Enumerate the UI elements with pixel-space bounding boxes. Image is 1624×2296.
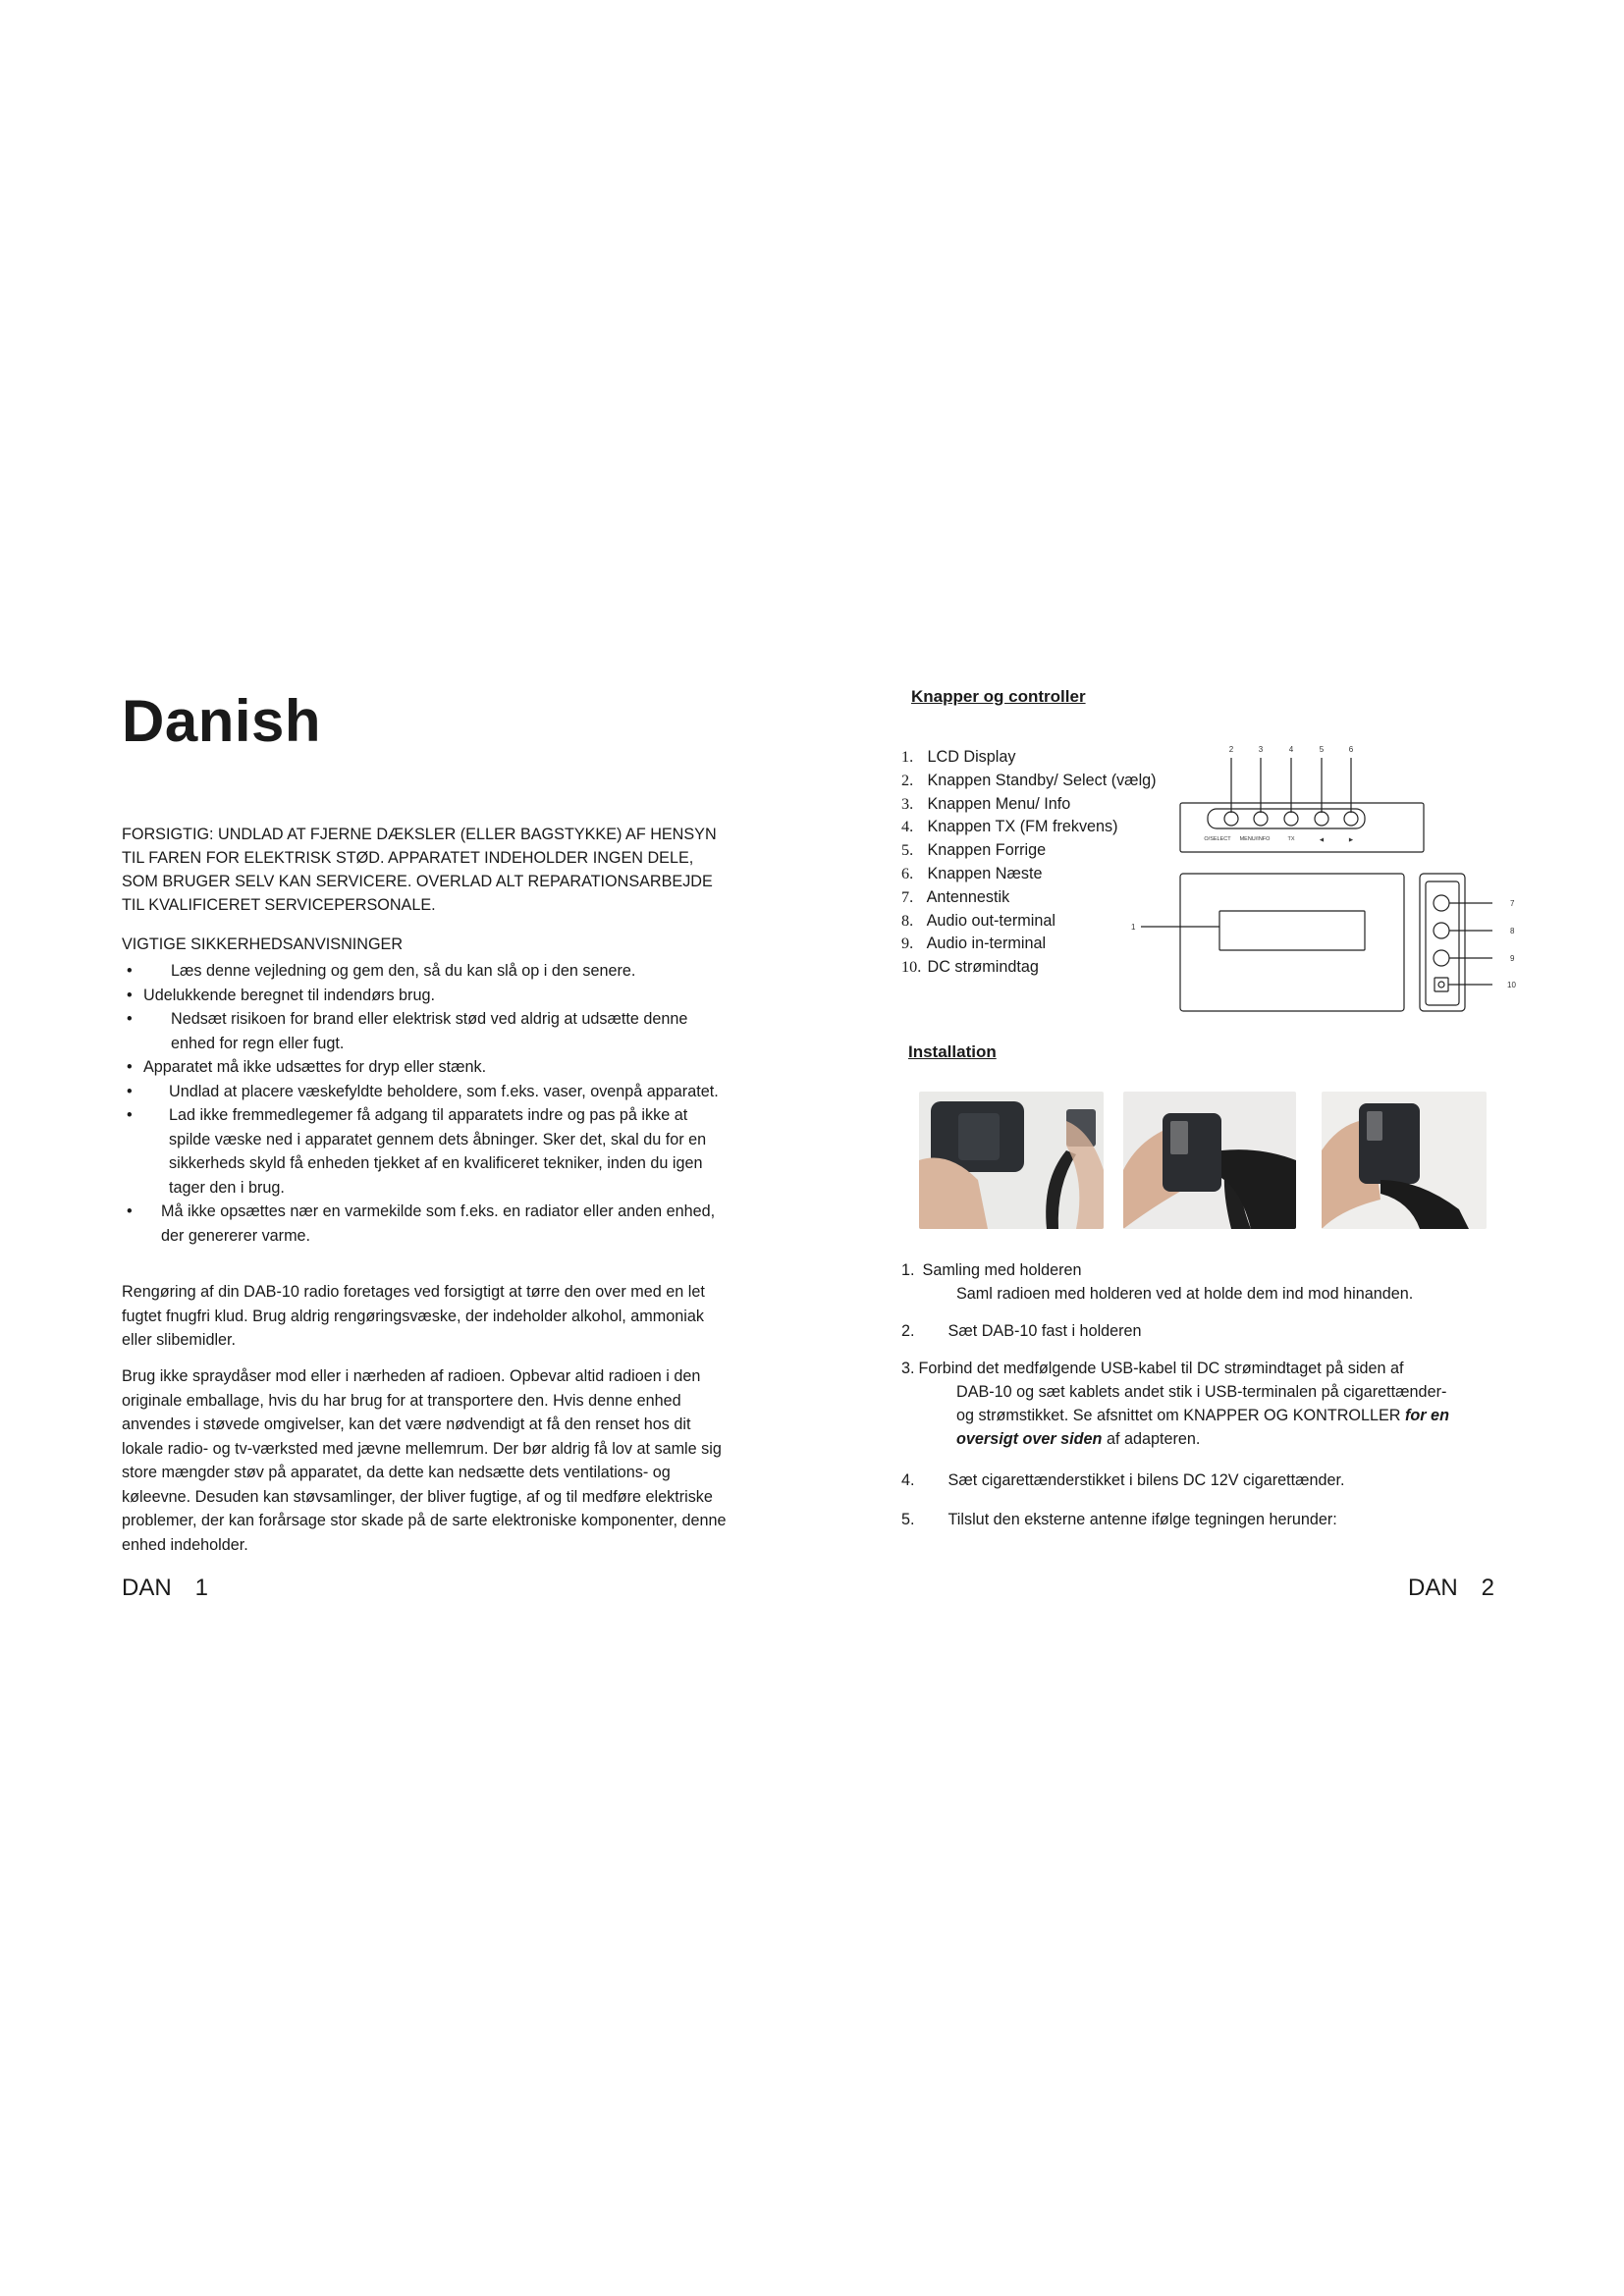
diagram-button-label: ▶ xyxy=(1348,837,1354,843)
bullet-icon: • xyxy=(127,1082,133,1100)
diagram-button-label: TX xyxy=(1287,836,1295,842)
footer-right xyxy=(1408,1575,1494,1602)
list-item: og strømstikket. Se afsnittet om KNAPPER OG KONTROLLER for en xyxy=(956,1407,1449,1424)
diagram-number: 8 xyxy=(1510,927,1515,935)
installation-steps xyxy=(901,1468,1510,1492)
list-item: 3. Knappen Menu/ Info xyxy=(901,794,1071,813)
spray-paragraph: Brug ikke spraydåser mod eller i nærheden af radioen. Opbevar altid radioen i den originale emballage, hvis du har brug for at transportere den. Hvis denne enhed anvendes i støvede omgivelser, kan det være nødvendigt at få den renset hos dit lokale radio- og tv-værksted med jævne mellemrum. Der bør aldrig få lov at samle sig store mængder støv på apparatet, da dette kan nedsætte dets ventilations- og køleevne. Desuden kan støvsamlinger, der bliver fugtige, af og til medføre elektriske problemer, der kan forårsage stor skade på de sarte elektroniske komponenter, denne enhed indeholder. xyxy=(122,1367,727,1554)
list-item: • Apparatet må ikke udsættes for dryp eller stænk. xyxy=(122,1055,731,1080)
diagram-button-label: ◀ xyxy=(1319,837,1325,843)
list-item: 10. DC strømindtag xyxy=(901,958,1039,977)
list-item: 1. LCD Display xyxy=(901,748,1016,766)
bullet-icon: • xyxy=(127,1058,133,1076)
list-item: 6. Knappen Næste xyxy=(901,864,1043,882)
footer-left xyxy=(122,1575,208,1602)
safety-heading: VIGTIGE SIKKERHEDSANVISNINGER xyxy=(122,935,404,953)
diagram-number: 3 xyxy=(1258,745,1264,754)
list-item: • Undlad at placere væskefyldte beholdere, som f.eks. vaser, ovenpå apparatet. xyxy=(122,1080,731,1104)
list-item: 3. Forbind det medfølgende USB-kabel til DC strømindtaget på siden af xyxy=(901,1360,1404,1377)
diagram-number: 10 xyxy=(1507,981,1516,989)
list-item: 9. Audio in-terminal xyxy=(901,934,1047,953)
diagram-number: 2 xyxy=(1228,745,1234,754)
list-item: • Læs denne vejledning og gem den, så du kan slå op i den senere. xyxy=(122,959,731,984)
photo-mounted-unit xyxy=(1322,1092,1487,1229)
diagram-number: 4 xyxy=(1288,745,1294,754)
safety-list xyxy=(122,959,731,1248)
list-item: 4. Knappen TX (FM frekvens) xyxy=(901,818,1118,836)
list-item: 1. Samling med holderen xyxy=(901,1261,1082,1279)
page-number: 2 xyxy=(1481,1575,1495,1601)
page-number: 1 xyxy=(194,1575,209,1601)
list-item: oversigt over siden af adapteren. xyxy=(956,1430,1201,1448)
list-item: Saml radioen med holderen ved at holde dem ind mod hinanden. xyxy=(956,1285,1414,1303)
list-item: • Nedsæt risikoen for brand eller elektrisk stød ved aldrig at udsætte denne enhed for regn eller fugt. xyxy=(122,1007,731,1055)
cleaning-paragraph: Rengøring af din DAB-10 radio foretages ved forsigtigt at tørre den over med en let fugtet fnugfri klud. Brug aldrig rengøringsvæske, der indeholder alkohol, ammoniak eller slibemidler. xyxy=(122,1283,705,1349)
installation-heading: Installation xyxy=(908,1042,997,1061)
installation-steps xyxy=(901,1258,1510,1306)
installation-steps xyxy=(901,1357,1510,1451)
diagram-number: 9 xyxy=(1510,954,1515,963)
list-item: 2. Sæt DAB-10 fast i holderen xyxy=(901,1322,1142,1340)
diagram-button-label: MENU/INFO xyxy=(1239,836,1271,842)
controls-list xyxy=(901,746,1157,980)
list-item: 7. Antennestik xyxy=(901,887,1010,906)
list-item: • Lad ikke fremmedlegemer få adgang til apparatets indre og pas på ikke at spilde væske ned i apparatet gennem dets åbninger. Sker det, skal du for en sikkerheds skyld få enheden tjekket af en kvalificeret tekniker, inden du igen tager den i brug. xyxy=(122,1103,731,1200)
list-item: • Udelukkende beregnet til indendørs brug. xyxy=(122,984,731,1008)
diagram-number: 5 xyxy=(1319,745,1325,754)
list-item: 5. Knappen Forrige xyxy=(901,841,1047,860)
list-item: • Må ikke opsættes nær en varmekilde som f.eks. en radiator eller anden enhed, der genererer varme. xyxy=(122,1200,731,1248)
installation-photos xyxy=(911,1092,1486,1229)
caution-warning: FORSIGTIG: UNDLAD AT FJERNE DÆKSLER (ELLER BAGSTYKKE) AF HENSYN TIL FAREN FOR ELEKTRISK STØD. APPARATET INDEHOLDER INGEN DELE, SOM BRUGER SELV KAN SERVICERE. OVERLAD ALT REPARATIONSARBEJDE TIL KVALIFICERET SERVICEPERSONALE. xyxy=(122,826,717,914)
diagram-number: 6 xyxy=(1348,745,1354,754)
list-item: 2. Knappen Standby/ Select (vælg) xyxy=(901,771,1157,789)
diagram-number: 1 xyxy=(1131,923,1136,932)
footer-label: DAN xyxy=(122,1575,172,1601)
page-title: Danish xyxy=(122,688,322,754)
photo-radio-holder xyxy=(919,1092,1104,1229)
bullet-icon: • xyxy=(127,1010,133,1028)
controls-heading: Knapper og controller xyxy=(911,687,1086,706)
list-item: DAB-10 og sæt kablets andet stik i USB-terminalen på cigarettænder- xyxy=(956,1383,1447,1401)
photo-attach-holder xyxy=(1123,1092,1296,1229)
diagram-number: 7 xyxy=(1510,899,1515,908)
list-item: 8. Audio out-terminal xyxy=(901,911,1056,930)
bullet-icon: • xyxy=(127,1106,133,1124)
device-diagram xyxy=(1129,734,1532,1019)
bullet-icon: • xyxy=(127,1202,133,1220)
footer-label: DAN xyxy=(1408,1575,1458,1601)
list-item: 4. Sæt cigarettænderstikket i bilens DC 12V cigarettænder. xyxy=(901,1471,1345,1489)
installation-steps xyxy=(901,1508,1510,1531)
bullet-icon: • xyxy=(127,962,133,980)
list-item: 5. Tilslut den eksterne antenne ifølge tegningen herunder: xyxy=(901,1511,1337,1528)
bullet-icon: • xyxy=(127,986,133,1004)
installation-steps xyxy=(901,1319,1510,1343)
diagram-button-label: O/SELECT xyxy=(1204,836,1231,842)
